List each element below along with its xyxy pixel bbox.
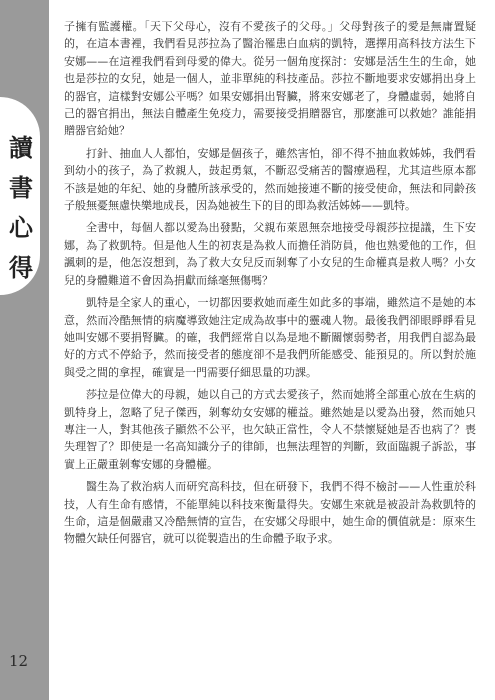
paragraph: 莎拉是位偉大的母親，她以自己的方式去愛孩子，然而她將全部重心放在生病的凱特身上，忽略了兒子傑西，剝奪幼女安娜的權益。雖然她是以愛為出發，然而她只專注一人，對其他孩子顯然不公平，也欠缺正當性，令人不禁懷疑她是否也病了？喪失理智了？即使是一名高知識分子的律師，也無法理智的判斷，致面臨親子訴訟，事實上正嚴重剝奪安娜的身體權。 <box>64 388 476 471</box>
paragraph: 打針、抽血人人都怕，安娜是個孩子，雖然害怕，卻不得不抽血救姊姊，我們看到幼小的孩子，為了救親人，鼓起勇氣，不斷忍受痛苦的醫療過程，尤其這些原本都不該是她的年紀、她的身體所該承受的，然而她接連不斷的接受使命，無法和同齡孩子般無憂無慮快樂地成長，因為她被生下的目的即為救活姊姊——凱特。 <box>64 146 476 213</box>
section-title-char: 書 <box>9 174 33 202</box>
section-title-char: 心 <box>9 214 33 242</box>
section-title-char: 讀 <box>9 134 33 162</box>
section-title-char: 得 <box>9 254 33 282</box>
section-title <box>6 128 36 288</box>
page-number: 12 <box>9 652 29 670</box>
body-text <box>64 18 476 553</box>
paragraph: 全書中，每個人都以愛為出發點，父親布萊恩無奈地接受母親莎拉提議，生下安娜，為了救凱特。但是他人生的初衷是為救人而擔任消防員，他也熟愛他的工作，但諷刺的是，他怎沒想到，為了救大女兒反而剝奪了小女兒的生命權真是救人嗎？小女兒的身體難道不會因為捐獻而絲毫無傷嗎？ <box>64 221 476 287</box>
paragraph: 凱特是全家人的重心，一切都因要救她而產生如此多的事端，雖然這不是她的本意，然而冷酷無情的病魔導致她注定成為故事中的靈魂人物。最後我們卻眼睜睜看見她叫安娜不要捐腎臟。的確，我們經常自以為是地不斷關懷弱勢者，用我們自認為最好的方式不停給予，然而接受者的態度卻不是我們所能感受、能預見的。所以對於施與受之間的拿捏，確實是一門需要仔細思量的功課。 <box>64 296 476 379</box>
paragraph: 醫生為了救治病人而研究高科技，但在研發下，我們不得不檢討——人性重於科技，人有生命有感情，不能單純以科技來衡量得失。安娜生來就是被設計為救凱特的生命，這是個嚴肅又冷酷無情的宣告，在安娜父母眼中，她生命的價值就是：原來生物體欠缺任何器官，就可以從製造出的生命體予取予求。 <box>64 480 476 546</box>
paragraph: 子擁有監護權。「天下父母心，沒有不愛孩子的父母。」父母對孩子的愛是無庸置疑的，在這本書裡，我們看見莎拉為了醫治罹患白血病的凱特，選擇用高科技方法生下安娜——在這裡我們看到母愛的偉大。從另一個角度探討：安娜是活生生的生命，她也是莎拉的女兒，她是一個人，並非單純的科技產品。莎拉不斷地要求安娜捐出身上的器官，這樣對安娜公平嗎？如果安娜捐出腎臟，將來安娜老了，身體虛弱，她將自己的器官捐出，無法自體產生免疫力，需要接受捐贈器官，那麼誰可以救她？誰能捐贈器官給她？ <box>64 20 476 138</box>
